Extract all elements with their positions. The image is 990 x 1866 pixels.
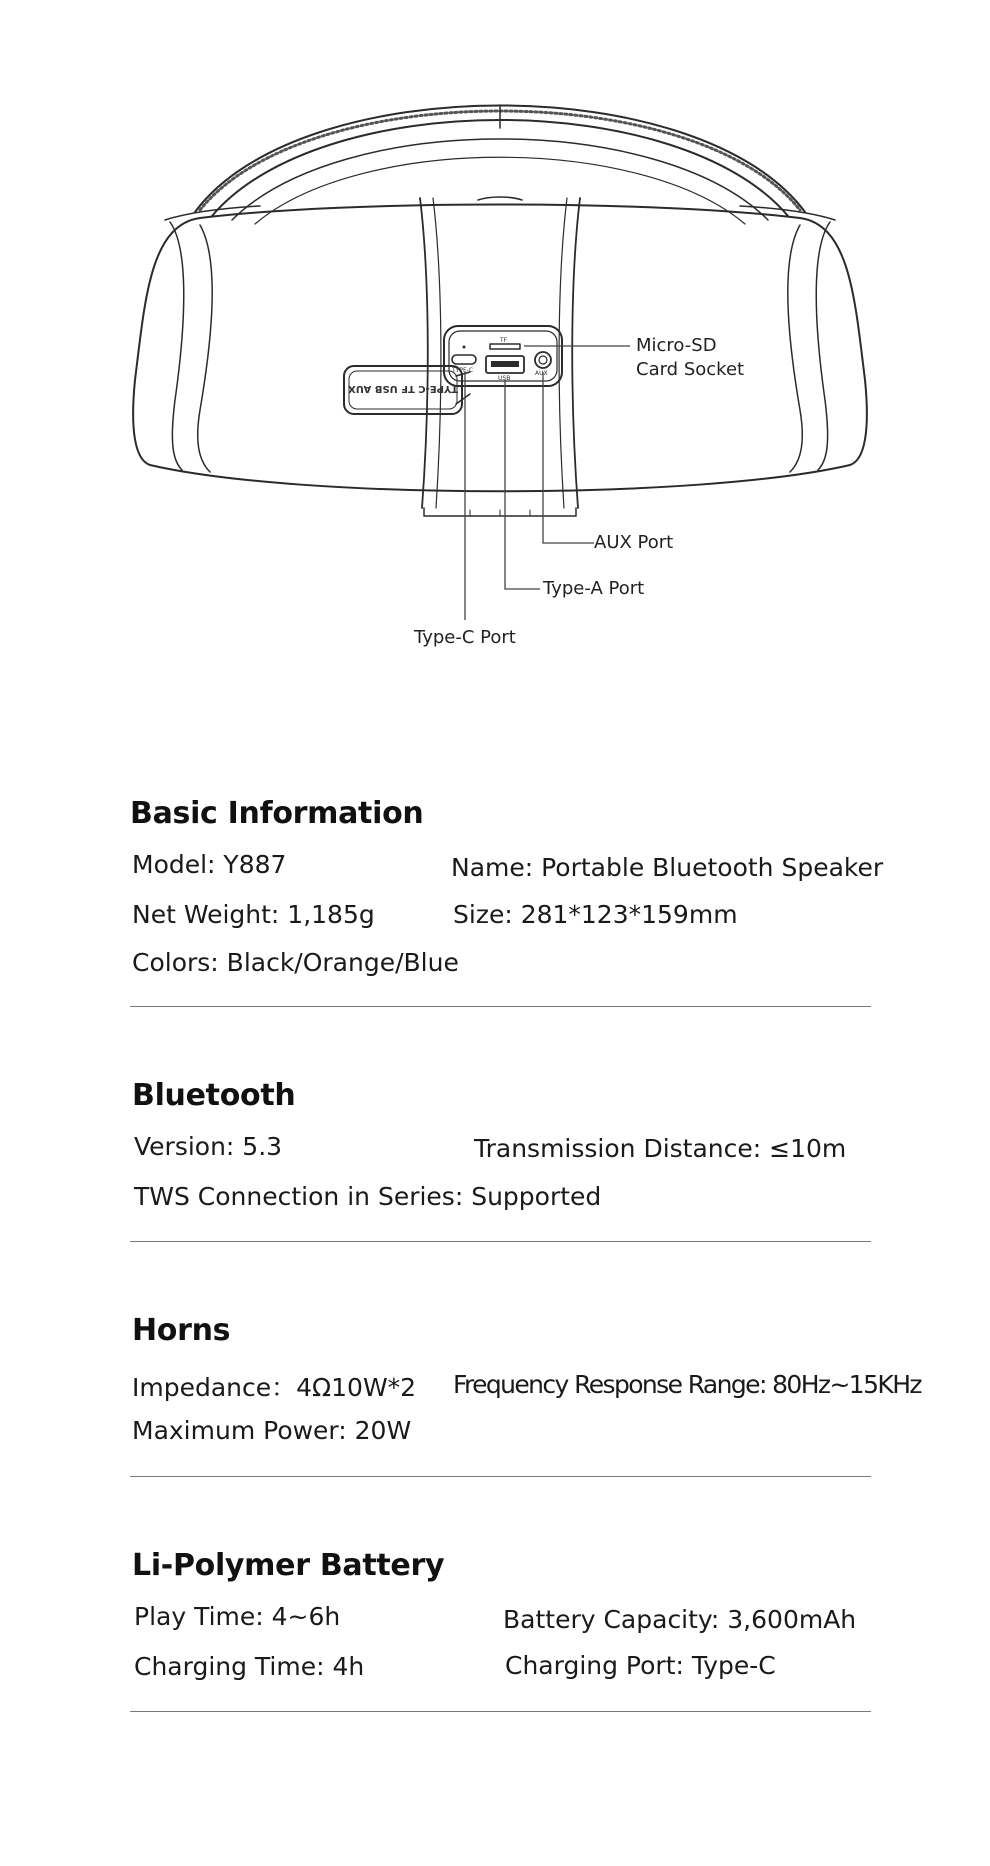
callout-micro-sd-line1: Micro-SD — [636, 335, 717, 356]
divider-battery — [130, 1711, 871, 1712]
cover-label: TYPE-C TF USB AUX — [347, 383, 459, 394]
spec-max-power: Maximum Power: 20W — [132, 1416, 412, 1445]
callout-type-c-port: Type-C Port — [414, 627, 516, 648]
section-title-basic: Basic Information — [130, 796, 424, 831]
spec-model: Model: Y887 — [132, 850, 287, 879]
spec-bt-tws: TWS Connection in Series: Supported — [134, 1182, 602, 1211]
spec-size: Size: 281*123*159mm — [453, 900, 738, 929]
spec-battery-capacity: Battery Capacity: 3,600mAh — [503, 1605, 857, 1634]
speaker-port-diagram — [0, 0, 990, 700]
spec-charging-time: Charging Time: 4h — [134, 1652, 365, 1681]
callout-type-a-port: Type-A Port — [543, 578, 645, 599]
section-title-bluetooth: Bluetooth — [132, 1078, 296, 1113]
callout-micro-sd — [636, 334, 744, 382]
panel-label-aux: AUX — [535, 370, 548, 377]
divider-basic — [130, 1006, 871, 1007]
panel-label-type-c: TYPE-C — [452, 367, 474, 374]
section-title-horns: Horns — [132, 1313, 231, 1348]
spec-bt-distance: Transmission Distance: ≤10m — [474, 1134, 847, 1163]
panel-label-tf: TF — [500, 337, 508, 344]
section-title-battery: Li-Polymer Battery — [132, 1548, 445, 1583]
spec-charging-port: Charging Port: Type-C — [505, 1651, 776, 1680]
callout-micro-sd-line2: Card Socket — [636, 359, 745, 380]
spec-play-time: Play Time: 4~6h — [134, 1602, 341, 1631]
spec-net-weight: Net Weight: 1,185g — [132, 900, 375, 929]
spec-colors: Colors: Black/Orange/Blue — [132, 948, 459, 977]
panel-label-usb: USB — [498, 375, 511, 382]
callout-aux-port: AUX Port — [594, 532, 674, 553]
spec-impedance: Impedance：4Ω10W*2 — [132, 1373, 417, 1402]
spec-frequency: Frequency Response Range: 80Hz~15KHz — [453, 1370, 921, 1399]
spec-name: Name: Portable Bluetooth Speaker — [451, 853, 884, 882]
divider-bluetooth — [130, 1241, 871, 1242]
divider-horns — [130, 1476, 871, 1477]
spec-bt-version: Version: 5.3 — [134, 1132, 283, 1161]
speaker-outline-drawing — [0, 0, 990, 700]
